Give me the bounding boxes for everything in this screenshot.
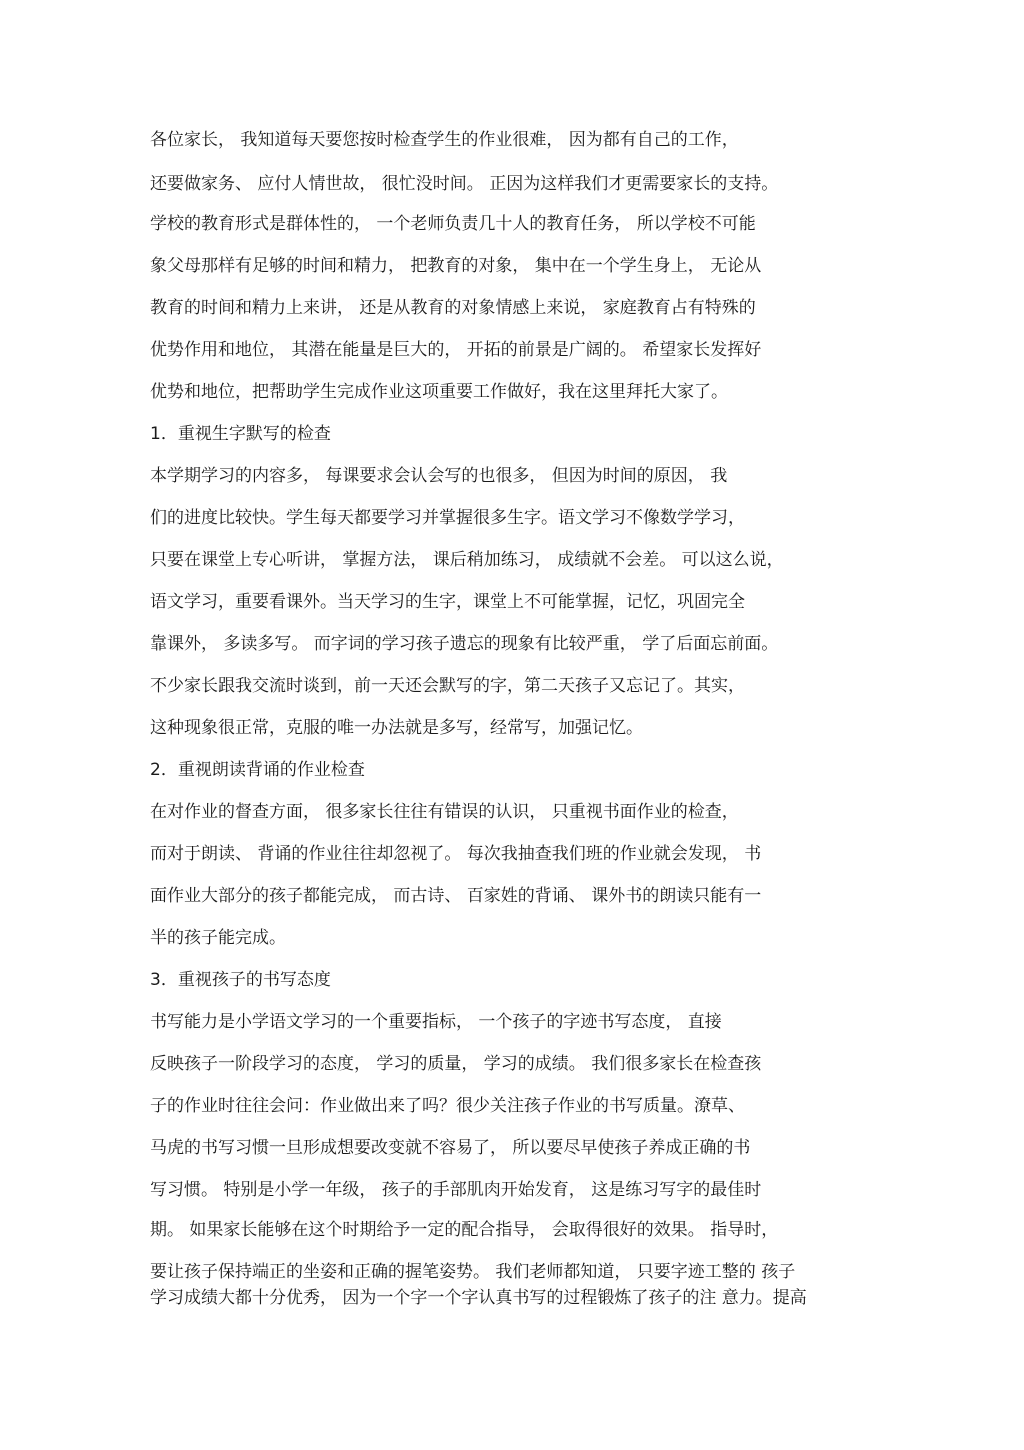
section-heading: 2．重视朗读背诵的作业检查 [150, 760, 365, 780]
text-line: 只要在课堂上专心听讲， 掌握方法， 课后稍加练习， 成绩就不会差。 可以这么说， [150, 550, 784, 570]
text-line: 面作业大部分的孩子都能完成， 而古诗、 百家姓的背诵、 课外书的朗读只能有一 [150, 886, 762, 906]
text-line: 靠课外， 多读多写。 而字词的学习孩子遗忘的现象有比较严重， 学了后面忘前面。 [150, 634, 779, 654]
text-line: 在对作业的督查方面， 很多家长往往有错误的认识， 只重视书面作业的检查， [150, 802, 739, 822]
text-line: 各位家长， 我知道每天要您按时检查学生的作业很难， 因为都有自己的工作， [150, 130, 739, 150]
text-line: 马虎的书写习惯一旦形成想要改变就不容易了， 所以要尽早使孩子养成正确的书 [150, 1138, 751, 1158]
text-line: 反映孩子一阶段学习的态度， 学习的质量， 学习的成绩。 我们很多家长在检查孩 [150, 1054, 762, 1074]
text-line: 学习成绩大都十分优秀， 因为一个字一个字认真书写的过程锻炼了孩子的注 意力。提高 [150, 1288, 807, 1308]
text-line: 象父母那样有足够的时间和精力， 把教育的对象， 集中在一个学生身上， 无论从 [150, 256, 762, 276]
text-line: 不少家长跟我交流时谈到，前一天还会默写的字，第二天孩子又忘记了。其实， [150, 676, 745, 696]
text-line: 子的作业时往往会问：作业做出来了吗？很少关注孩子作业的书写质量。潦草、 [150, 1096, 745, 1116]
text-line: 期。 如果家长能够在这个时期给予一定的配合指导， 会取得很好的效果。 指导时， [150, 1220, 779, 1240]
text-line: 这种现象很正常，克服的唯一办法就是多写，经常写，加强记忆。 [150, 718, 643, 738]
text-line: 写习惯。 特别是小学一年级， 孩子的手部肌肉开始发育， 这是练习写字的最佳时 [150, 1180, 762, 1200]
text-line: 半的孩子能完成。 [150, 928, 286, 948]
text-line: 语文学习，重要看课外。当天学习的生字，课堂上不可能掌握，记忆，巩固完全 [150, 592, 745, 612]
text-line: 本学期学习的内容多， 每课要求会认会写的也很多， 但因为时间的原因， 我 [150, 466, 728, 486]
section-heading: 3．重视孩子的书写态度 [150, 970, 331, 990]
text-line: 优势和地位，把帮助学生完成作业这项重要工作做好，我在这里拜托大家了。 [150, 382, 728, 402]
text-line: 要让孩子保持端正的坐姿和正确的握笔姿势。 我们老师都知道， 只要字迹工整的 孩子 [150, 1262, 796, 1282]
text-line: 学校的教育形式是群体性的， 一个老师负责几十人的教育任务， 所以学校不可能 [150, 214, 756, 234]
text-line: 书写能力是小学语文学习的一个重要指标， 一个孩子的字迹书写态度， 直接 [150, 1012, 722, 1032]
text-line: 还要做家务、 应付人情世故， 很忙没时间。 正因为这样我们才更需要家长的支持。 [150, 174, 779, 194]
text-line: 们的进度比较快。学生每天都要学习并掌握很多生字。语文学习不像数学学习， [150, 508, 745, 528]
text-line: 教育的时间和精力上来讲， 还是从教育的对象情感上来说， 家庭教育占有特殊的 [150, 298, 756, 318]
section-heading: 1．重视生字默写的检查 [150, 424, 331, 444]
text-line: 优势作用和地位， 其潜在能量是巨大的， 开拓的前景是广阔的。 希望家长发挥好 [150, 340, 762, 360]
text-line: 而对于朗读、 背诵的作业往往却忽视了。 每次我抽查我们班的作业就会发现， 书 [150, 844, 762, 864]
